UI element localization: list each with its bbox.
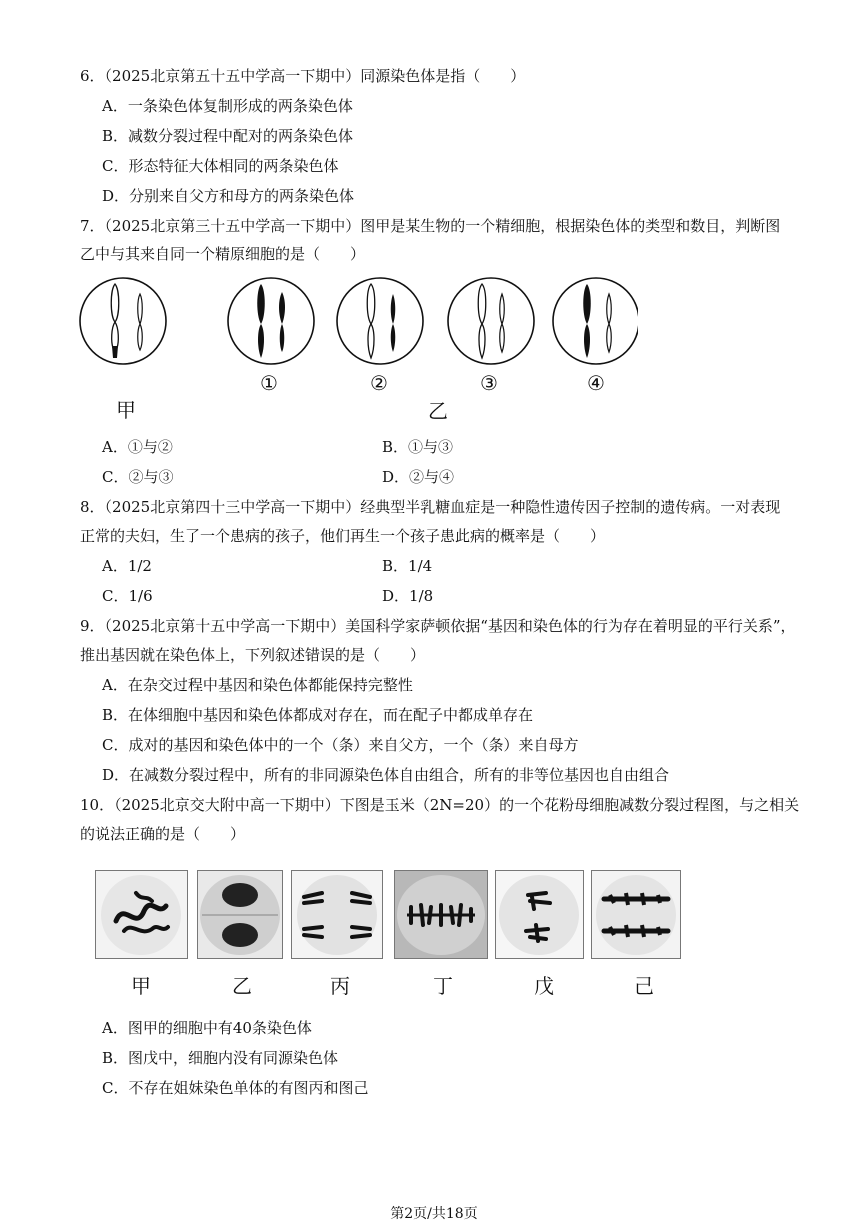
q10-option-c: C．不存在姐妹染色单体的有图丙和图己 — [102, 1079, 369, 1097]
page-footer: 第2页/共18页 — [390, 1206, 478, 1222]
cell-label-1: ① — [260, 371, 278, 395]
q7-option-b: B．①与③ — [382, 438, 454, 456]
photo-jia — [95, 870, 188, 959]
q8-stem-line1: 8．（2025北京第四十三中学高一下期中）经典型半乳糖血症是一种隐性遗传因子控制的遗传病。一对表现 — [80, 498, 781, 516]
cell-1 — [228, 278, 314, 364]
q8-stem-line2: 正常的夫妇，生了一个患病的孩子，他们再生一个孩子患此病的概率是（ ） — [80, 527, 606, 545]
q9-option-d: D．在减数分裂过程中，所有的非同源染色体自由组合，所有的非等位基因也自由组合 — [102, 766, 670, 784]
q10-stem-line1: 10．（2025北京交大附中高一下期中）下图是玉米（2N=20）的一个花粉母细胞减数分裂过程图，与之相关 — [80, 796, 800, 814]
photo-label-yi: 乙 — [232, 974, 252, 998]
photo-label-wu: 戊 — [534, 974, 554, 998]
q9-stem-line1: 9．（2025北京第十五中学高一下期中）美国科学家萨顿依据“基因和染色体的行为存在着明显的平行关系”， — [80, 617, 796, 635]
q7-option-a: A．①与② — [102, 438, 173, 456]
q6-option-b: B．减数分裂过程中配对的两条染色体 — [102, 127, 354, 145]
group-label-yi: 乙 — [428, 399, 448, 423]
q6-stem: 6．（2025北京第五十五中学高一下期中）同源染色体是指（ ） — [80, 67, 526, 85]
cell-2 — [337, 278, 423, 364]
q9-option-c: C．成对的基因和染色体中的一个（条）来自父方，一个（条）来自母方 — [102, 736, 579, 754]
q7-stem-line1: 7．（2025北京第三十五中学高一下期中）图甲是某生物的一个精细胞，根据染色体的类型和数目，判断图 — [80, 217, 781, 235]
q7-option-c: C．②与③ — [102, 468, 174, 486]
cell-label-4: ④ — [587, 371, 605, 395]
group-label-jia: 甲 — [116, 398, 136, 422]
photo-yi — [197, 870, 283, 959]
q9-option-a: A．在杂交过程中基因和染色体都能保持完整性 — [102, 676, 413, 694]
cell-jia — [80, 278, 166, 364]
q10-stem-line2: 的说法正确的是（ ） — [80, 825, 246, 843]
q9-option-b: B．在体细胞中基因和染色体都成对存在，而在配子中都成单存在 — [102, 706, 534, 724]
cell-4 — [553, 278, 638, 364]
photo-label-bing: 丙 — [330, 974, 350, 998]
q7-option-d: D．②与④ — [382, 468, 455, 486]
q6-option-c: C．形态特征大体相同的两条染色体 — [102, 157, 339, 175]
photo-bing — [291, 870, 383, 959]
photo-ding — [394, 870, 488, 959]
q7-chromosome-figure — [78, 272, 638, 372]
q8-option-a: A．1/2 — [102, 557, 152, 575]
q6-option-a: A．一条染色体复制形成的两条染色体 — [102, 97, 353, 115]
q10-option-a: A．图甲的细胞中有40条染色体 — [102, 1019, 312, 1037]
q8-option-b: B．1/4 — [382, 557, 433, 575]
photo-label-ji: 己 — [634, 974, 654, 998]
q7-stem-line2: 乙中与其来自同一个精原细胞的是（ ） — [80, 245, 366, 263]
photo-wu — [495, 870, 584, 959]
photo-label-jia: 甲 — [131, 974, 151, 998]
q10-option-b: B．图戊中，细胞内没有同源染色体 — [102, 1049, 339, 1067]
photo-ji — [591, 870, 681, 959]
q8-option-c: C．1/6 — [102, 587, 153, 605]
cell-3 — [448, 278, 534, 364]
cell-label-2: ② — [370, 371, 388, 395]
photo-label-ding: 丁 — [433, 974, 453, 998]
cell-label-3: ③ — [480, 371, 498, 395]
q9-stem-line2: 推出基因就在染色体上，下列叙述错误的是（ ） — [80, 646, 426, 664]
q8-option-d: D．1/8 — [382, 587, 434, 605]
q6-option-d: D．分别来自父方和母方的两条染色体 — [102, 187, 355, 205]
